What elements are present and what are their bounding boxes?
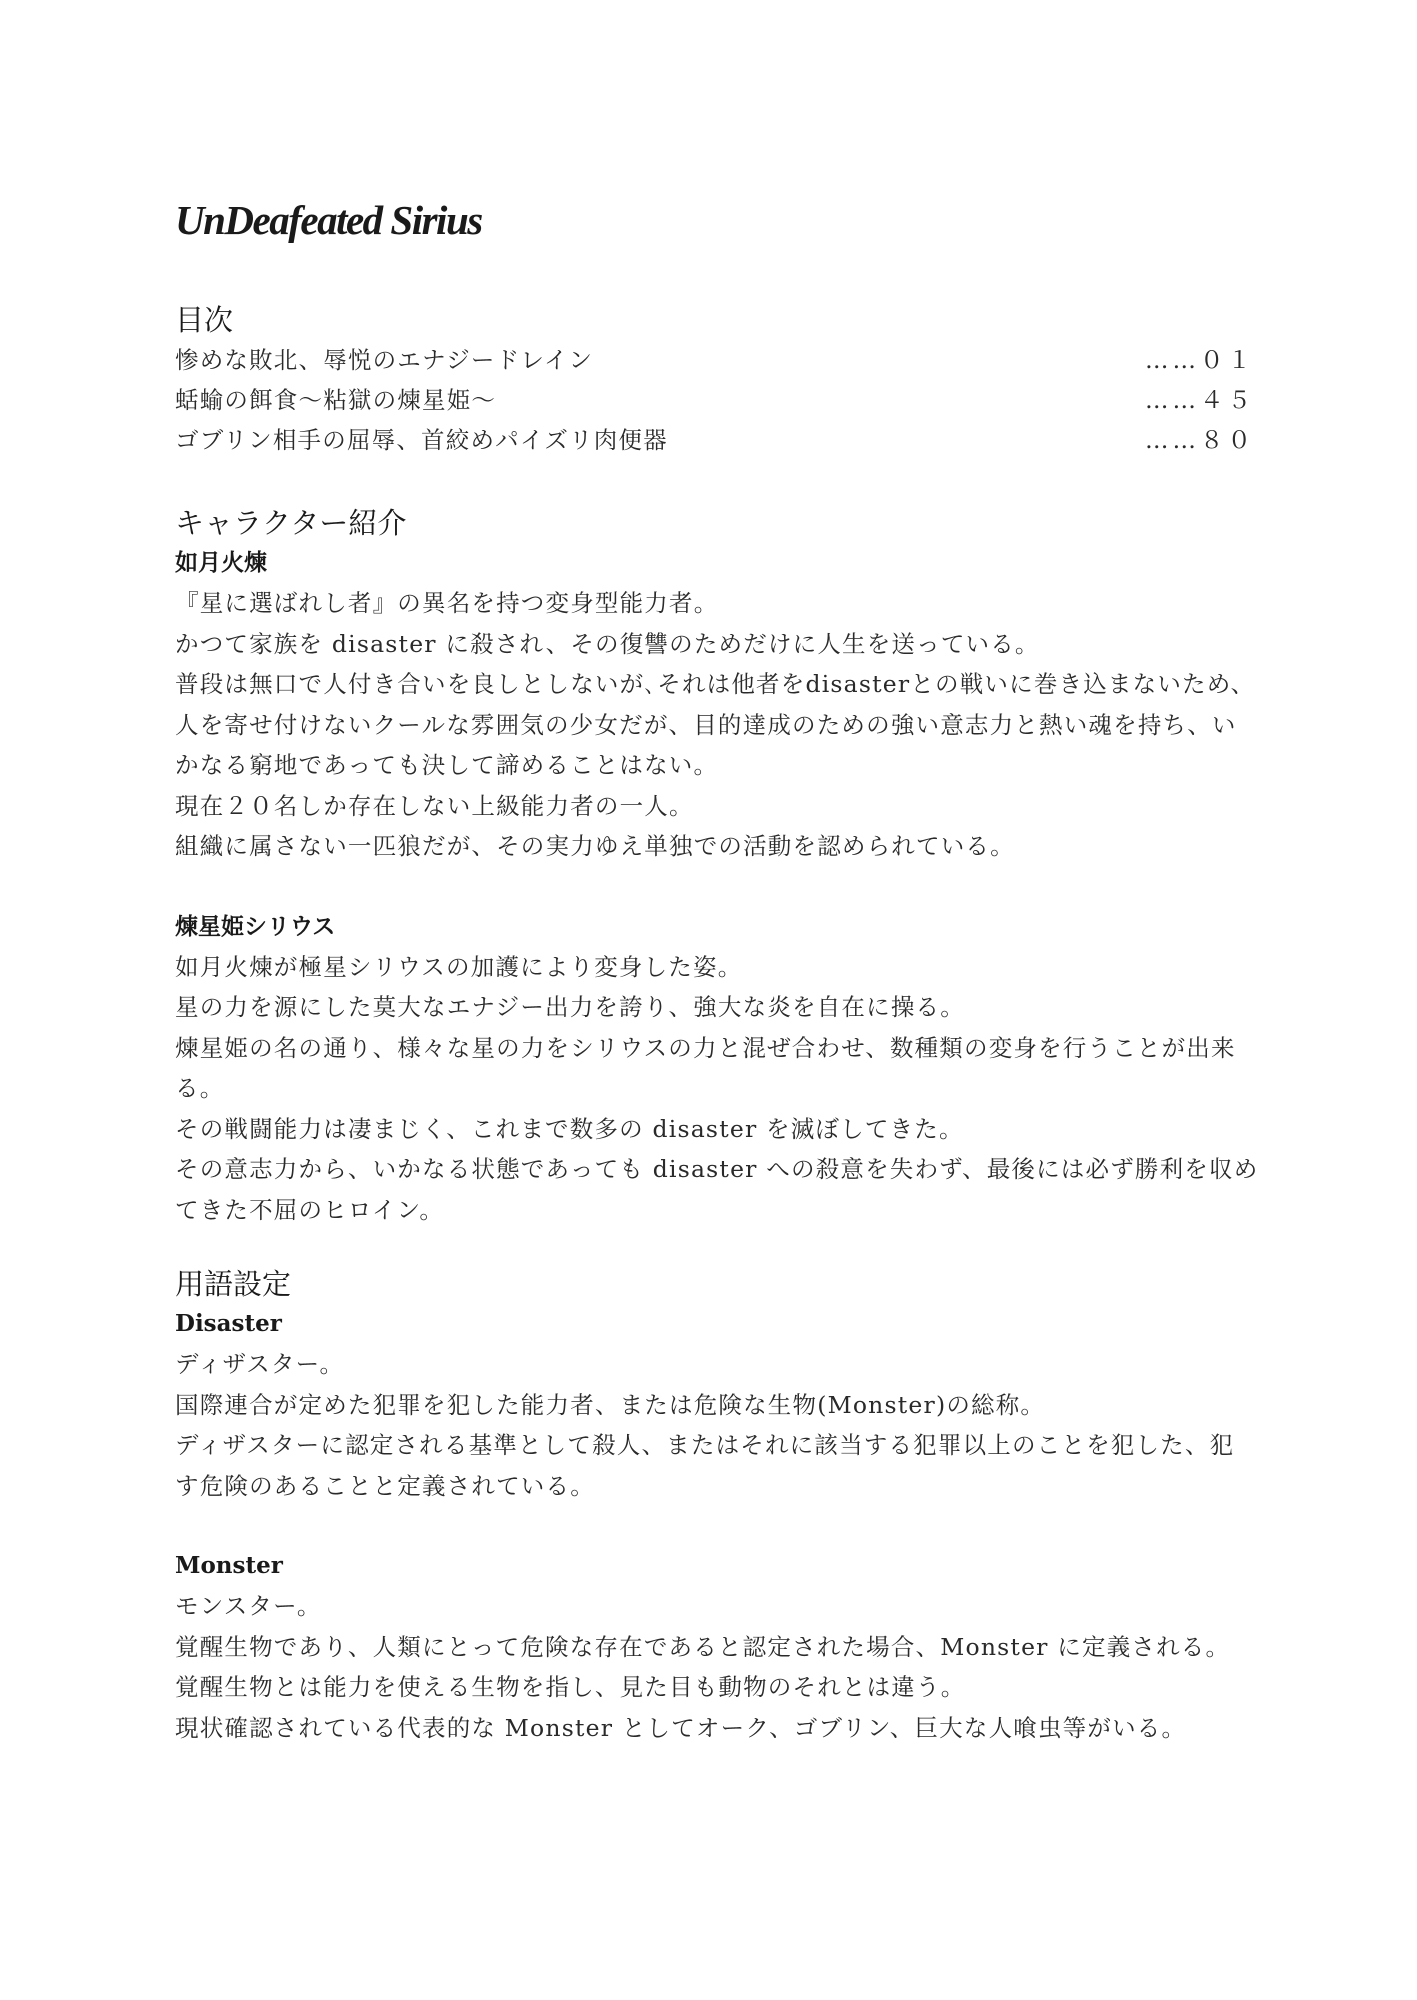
terms-heading: 用語設定 (175, 1267, 292, 1301)
toc-section (175, 300, 1255, 460)
body-line: 『星に選ばれし者』の異名を持つ変身型能力者。 (175, 589, 719, 617)
body-line: 人を寄せ付けないクールな雰囲気の少女だが、目的達成のための強い意志力と熱い魂を持ち、い (175, 710, 1237, 739)
body-line: る。 (175, 1074, 225, 1102)
body-line: 普段は無口で人付き合いを良しとしないが､それは他者をdisasterとの戦いに巻き込まないため、 (175, 670, 1256, 698)
body-line: その意志力から、いかなる状態であっても disaster への殺意を失わず、最後には必ず勝利を収め (175, 1155, 1259, 1183)
body-line: 星の力を源にした莫大なエナジー出力を誇り、強大な炎を自在に操る。 (175, 993, 965, 1021)
toc-entry-page: ……４５ (1145, 386, 1255, 414)
terms-section (175, 1264, 1234, 1748)
body-line: 現在２０名しか存在しない上級能力者の一人。 (175, 791, 694, 820)
document-title: UnDeafeated Sirius (175, 197, 482, 243)
entry-name: Disaster (175, 1310, 282, 1337)
body-line: 国際連合が定めた犯罪を犯した能力者、または危険な生物(Monster)の総称。 (175, 1390, 1046, 1419)
body-line: 現状確認されている代表的な Monster としてオーク、ゴブリン、巨大な人喰虫等がいる。 (175, 1713, 1187, 1742)
toc-entry (175, 340, 1255, 380)
toc-entry-label: 惨めな敗北、辱悦のエナジードレイン (175, 346, 594, 374)
toc-entry (175, 380, 1255, 420)
body-line: かなる窮地であっても決して諦めることはない。 (175, 751, 719, 779)
body-line: 如月火煉が極星シリウスの加護により変身した姿。 (175, 952, 743, 981)
body-line: てきた不屈のヒロイン。 (175, 1195, 445, 1224)
toc-entry-page: ……０１ (1145, 346, 1255, 374)
body-line: ディザスターに認定される基準として殺人、またはそれに該当する犯罪以上のことを犯した、犯 (175, 1431, 1235, 1459)
term-entry (175, 1546, 1234, 1748)
body-line: かつて家族を disaster に殺され、その復讐のためだけに人生を送っている。 (175, 629, 1040, 658)
toc-entry (175, 420, 1255, 460)
entry-name: Monster (175, 1552, 283, 1579)
toc-entry-label: ゴブリン相手の屈辱、首絞めパイズリ肉便器 (175, 426, 668, 454)
body-line: その戦闘能力は凄まじく、これまで数多の disaster を滅ぼしてきた。 (175, 1114, 964, 1143)
entry-name: 煉星姫シリウス (175, 912, 336, 940)
characters-section (175, 503, 1258, 1230)
term-entry (175, 1304, 1234, 1506)
character-entry (175, 907, 1258, 1231)
toc-entry-label: 蛞蝓の餌食〜粘獄の煉星姫〜 (175, 386, 497, 414)
toc-entry-page: ……８０ (1145, 426, 1255, 454)
body-line: モンスター。 (175, 1592, 322, 1620)
body-line: ディザスター。 (175, 1350, 345, 1378)
entry-name: 如月火煉 (175, 549, 267, 576)
toc-list (175, 340, 1255, 460)
body-line: 覚醒生物であり、人類にとって危険な存在であると認定された場合、Monster に定義される。 (175, 1632, 1231, 1661)
character-entry (175, 543, 1258, 867)
body-line: 覚醒生物とは能力を使える生物を指し、見た目も動物のそれとは違う。 (175, 1673, 966, 1701)
body-line: す危険のあることと定義されている。 (175, 1471, 595, 1500)
toc-heading: 目次 (175, 303, 234, 337)
body-line: 組織に属さない一匹狼だが、その実力ゆえ単独での活動を認められている。 (175, 832, 1015, 860)
body-line: 煉星姫の名の通り、様々な星の力をシリウスの力と混ぜ合わせ、数種類の変身を行うことが出来 (175, 1033, 1236, 1062)
characters-heading: キャラクター紹介 (175, 506, 407, 540)
